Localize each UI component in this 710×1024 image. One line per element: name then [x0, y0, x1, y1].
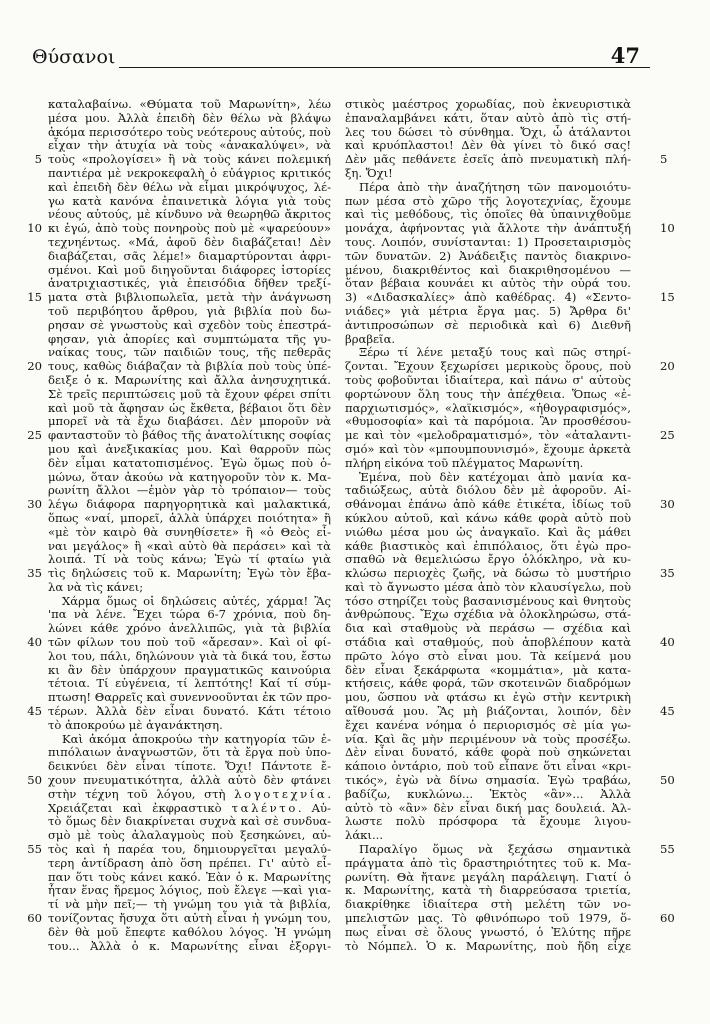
text-line: νέους αὐτούς, μὲ κίνδυνο νὰ θεωρηθῶ ἄκριτος	[48, 207, 331, 222]
line-number: 40	[660, 635, 675, 650]
text-line: δειξε ὁ κ. Μαρωνίτης καὶ ἄλλα ἀνησυχητικά.	[48, 372, 331, 387]
text-line: δια καὶ σταθμοὺς νὰ περάσω — σχέδια καὶ	[345, 621, 631, 636]
text-line: τί νὰ μὴν πεῖ;— τὴ γνώμη του γιὰ τὰ βιβλία,	[48, 897, 331, 912]
left-column	[48, 98, 331, 953]
text-line: αὐτὸ τὸ «ἂν» δὲν εἶναι δική μας δουλειά. Ἀλ-	[345, 800, 631, 815]
text-line: κύκλου αὐτοῦ, καὶ κάνω κάθε φορὰ αὐτὸ ποὺ	[345, 510, 631, 525]
text-line: νία. Καὶ ἂς μὴν περιμένουν νὰ τοὺς προσέξω.	[345, 731, 631, 746]
text-line: ἀντιπροσώπων σὲ περιοδικὰ καὶ 6) Διεθνῆ	[345, 317, 631, 332]
line-number: 45	[27, 704, 42, 719]
text-line: τὸ ὅμως δὲν διακρίνεται συχνὰ καὶ σὲ συνδυα-	[48, 814, 331, 829]
text-line: πως εἶναι σὲ ὅλους γνωστό, ὁ Ἐλύτης πῆρε	[345, 924, 631, 939]
text-line: βραβεῖα.	[345, 331, 396, 346]
line-number: 45	[660, 704, 675, 719]
text-line: στικὸς μαέστρος χορωδίας, ποὺ ἐκνευριστικὰ	[345, 97, 631, 111]
text-line: πρῶτο λόγο στὸ εἶναι μου. Τὰ κείμενά μου	[345, 648, 631, 663]
text-line: λοιπά. Τί νὰ τοὺς κάνω; Ἐγὼ τί φταίω γιὰ	[48, 552, 331, 567]
spaced-emphasis: ταλέντο	[231, 800, 298, 815]
text-line: πιπόλαιων ἀναγνωστῶν, ὅτι τὰ ἔργα ποὺ ὑπο-	[48, 745, 331, 760]
text-line: ὅταν βέβαια κουνάει κι αὐτὸς τὴν οὐρά του.	[345, 276, 631, 291]
text-line	[48, 788, 331, 802]
text-line: Δὲν εἶναι δυνατό, κάθε φορὰ ποὺ σηκώνεται	[345, 745, 631, 760]
line-number: 55	[660, 842, 675, 857]
page-number: 47	[610, 43, 640, 68]
text-line: κλώσω περιοχὲς ζωῆς, νὰ δώσω τὸ μυστήριο	[345, 566, 631, 581]
text-line: τόσο στηρίζει τοὺς βασανισμένους καὶ θνητοὺς	[345, 593, 631, 608]
text-line: αἴθουσά μου. Ἂς μὴ βιάζονται, λοιπόν, δὲν	[345, 704, 631, 719]
text-line: μου, ὥσπου νὰ φτάσω κι ἐγὼ στὴν κεντρικὴ	[345, 690, 631, 705]
line-number: 55	[27, 842, 42, 857]
text-line: νιώθω μέσα μου ὡς ἀναγκαῖο. Καὶ ἂς μάθει	[345, 524, 631, 539]
text-line: καὶ κρυόπλαστοι! Δὲν θὰ γίνει τὸ δικό σας!	[345, 138, 631, 153]
text-line: μονάχα, ἀφήνοντας γιὰ ἄλλοτε τὴν ἀνάπτυξή	[345, 221, 631, 236]
line-number: 10	[27, 221, 42, 236]
text-line: λες του δώσει τὸ σύνθημα. Ὄχι, ὦ ἀτάλαντοι	[345, 124, 631, 139]
text-line: ρωνίτη. Θὰ ἤτανε μεγάλη παράλειψη. Γιατί ὁ	[345, 869, 631, 884]
text-line: δὲν εἶναι ξεκάρφωτα «κομμάτια», μὰ κατα-	[345, 662, 631, 677]
text-line: καὶ τὶς μεθόδους, τὶς ὁποῖες θὰ ὑπαινιχθοῦμε	[345, 207, 631, 222]
line-number: 10	[660, 221, 675, 236]
text-segment: . Αὐ-	[297, 800, 331, 815]
text-line: χουν πνευματικότητα, ἀλλὰ αὐτὸ δὲν φτάνει	[48, 773, 331, 788]
text-line: κάποιο ὀντάριο, ποὺ τοῦ εἶπανε ὅτι εἶναι «κρι-	[345, 759, 631, 774]
text-line: μένου, διακριθέντος καὶ διακριθησομένου —	[345, 262, 631, 277]
text-line: 3) «Διδασκαλίες» ἀπὸ καθέδρας. 4) «Σεντο-	[345, 290, 631, 305]
running-title: Θύσανοι	[32, 46, 116, 68]
text-line: κι ἐγώ, ἀπὸ τοὺς πονηροὺς ποὺ μὲ «ψαρεύουν»	[48, 221, 331, 236]
text-line: ζονται. Ἔχουν ξεχωρίσει μερικοὺς ὅρους, ποὺ	[345, 359, 631, 374]
text-line: ταδιώξεως, αὐτὰ διόλου δὲν μὲ ἀφοροῦν. Αἰ-	[345, 483, 631, 498]
text-line: Ἐμένα, ποὺ δὲν κατέχομαι ἀπὸ μανία κα-	[359, 469, 631, 484]
line-number: 25	[660, 428, 675, 443]
text-line: τοὺς «προλογίσει» ἢ νὰ τοὺς κάνει πολεμική	[48, 152, 331, 167]
text-line: δεικνύει δὲν εἶναι τίποτε. Ὄχι! Πάντοτε ἔ-	[48, 759, 331, 774]
text-line: Σὲ τρεῖς περιπτώσεις μοῦ τὰ ἔχουν φέρει σπίτι	[48, 386, 331, 401]
text-line: ρωνίτη ἄλλοι —ἐμὸν γὰρ τὸ τρόπαιον— τοὺς	[48, 483, 331, 498]
line-number: 50	[660, 773, 675, 788]
line-number: 15	[660, 290, 675, 305]
text-line: ναι μεγάλος» ἢ «καὶ αὐτὸ θὰ περάσει» καὶ τὰ	[48, 538, 331, 553]
text-line: φορτώνουν ὅλη τους τὴν ἀπέχθεια. Ὅπως «ἐ-	[345, 386, 631, 401]
text-line: ἀκόμα περισσότερο τοὺς νεότερους αὐτούς, ποὺ	[48, 124, 331, 139]
text-line: Δὲν μᾶς πεθάνετε ἐσεῖς ἀπὸ πνευματικὴ πλή-	[345, 152, 631, 167]
text-line: εἶχαν τὴν ἀτυχία νὰ τοὺς «ἀνακαλύψει», νὰ	[48, 138, 331, 153]
text-line: παντιέρα μὲ νεκροκεφαλὴ ὁ εὐάγριος κριτικός	[48, 165, 331, 180]
text-line: Καὶ ἀκόμα ἀποκρούω τὴν κατηγορία τῶν ἐ-	[62, 731, 331, 746]
text-line: κ. Μαρωνίτης, κατὰ τὴ διαρρεύσασα τριετία,	[345, 883, 631, 898]
text-line: παν ὅτι τοὺς κάνει κακό. Ἐὰν ὁ κ. Μαρωνίτης	[48, 869, 331, 884]
text-line: ἐπαναλαμβάνει κάτι, ὅταν αὐτὸ ἀπὸ τὶς στή-	[345, 110, 631, 125]
text-line: δὲν θὰ μοῦ ἔπεφτε καθόλου λόγος. Ἡ γνώμη	[48, 924, 331, 939]
text-line: τὸ Νόμπελ. Ὁ κ. Μαρωνίτης, ποὺ ἤδη εἶχε	[345, 938, 631, 953]
text-line: μου καὶ ἀνεξικακίας μου. Καὶ θαρροῦν πὼς	[48, 441, 331, 456]
text-line: του... Ἀλλὰ ὁ κ. Μαρωνίτης εἶναι ἐξοργι-	[48, 938, 331, 953]
text-line: παρχιωτισμός», «λαϊκισμός», «ἠθογραφισμός»,	[345, 400, 631, 415]
text-line: πων μέσα στὸ χῶρο τῆς λογοτεχνίας, ἔχουμε	[345, 193, 631, 208]
text-line: τῶν δυνατῶν. 2) Ἀνάδειξις παντὸς διακρινο-	[345, 248, 631, 263]
text-line: τῶν φίλων του ποὺ τοῦ «ἄρεσαν». Καὶ οἱ φί-	[48, 635, 331, 650]
text-line: λωστε πολὺ πρόσφορα τὰ ἔχουμε λιγου-	[345, 814, 631, 829]
header-rule	[119, 43, 650, 68]
line-number: 5	[34, 152, 42, 167]
text-line	[48, 802, 331, 816]
text-line: «θυμοσοφία» καὶ τὰ παρόμοια. Ἂν προσθέσου-	[345, 414, 631, 429]
text-line: ρησαν σὲ γνωστοὺς καὶ σχεδὸν τοὺς ἐπεστρά-	[48, 317, 331, 332]
text-line: νιάδες» γιὰ μέτρια ἔργα μας. 5) Ἄρθρα δι'	[345, 303, 631, 318]
text-line: Ξέρω τί λένε μεταξύ τους καὶ πῶς στηρί-	[359, 345, 631, 360]
text-line: μέσα μου. Ἀλλὰ ἐπειδὴ δὲν θέλω νὰ βλάψω	[48, 110, 331, 125]
text-line: ἀνθρώπους. Ἔχω σχέδια νὰ ὁλοκληρώσω, στά-	[345, 607, 631, 622]
text-line: τέρων. Ἀλλὰ δὲν εἶναι δυνατό. Κάτι τέτοιο	[48, 704, 331, 719]
text-line: στάδια καὶ σταθμούς, ποὺ ἀποβλέπουν κατὰ	[345, 635, 631, 650]
line-number: 60	[660, 911, 675, 926]
text-line: Παραλίγο ὅμως νὰ ξεχάσω σημαντικὰ	[359, 842, 631, 857]
text-line: μπορεῖ νὰ τὰ ἔχω διαβάσει. Δὲν μποροῦν νὰ	[48, 414, 331, 429]
line-number: 60	[27, 911, 42, 926]
line-number: 30	[660, 497, 675, 512]
line-number: 25	[27, 428, 42, 443]
text-line: Χάρμα ὅμως οἱ δηλώσεις αὐτές, χάρμα! Ἂς	[62, 593, 331, 608]
text-line: σμό» καὶ τὸν «μπουμπουνισμό», ἔχουμε ἀρκετὰ	[345, 441, 631, 456]
text-line: ὅπως «ναί, μπορεῖ, ἀλλὰ ὑπάρχει ποιότητα» ἢ	[48, 510, 331, 525]
text-line: ναίκας τους, τῶν παιδιῶν τους, τῆς πεθερᾶς	[48, 345, 331, 360]
text-line: τέτοια. Τί εὐγένεια, τί λεπτότης! Καί τί σύμ-	[48, 676, 331, 691]
text-line: Πέρα ἀπὸ τὴν ἀναζήτηση τῶν πανομοιότυ-	[359, 179, 631, 194]
text-line: κι ἂν δὲν ὑπάρχουν πραγματικῶς καινούρια	[48, 662, 331, 677]
text-line: σπαθῶ νὰ θεμελιώσω ἔργο ὁλόκληρο, νὰ κυ-	[345, 552, 631, 567]
text-line: τοῦ περιβόητου ἄρθρου, γιὰ βιβλία ποὺ δω-	[48, 303, 331, 318]
line-number: 40	[27, 635, 42, 650]
text-line: ἦταν ἕνας ἥρεμος λόγιος, ποὺ ἔλεγε —καὶ για-	[48, 883, 331, 898]
text-line: τοὺς φοβοῦνται ἰδιαίτερα, καὶ πάνω σ' αὐτοὺς	[345, 372, 631, 387]
text-line: μώνω, ὅταν ἀκούω νὰ κατηγοροῦν τὸν κ. Μα-	[48, 469, 331, 484]
text-line: «μὲ τὸν καιρὸ θὰ συνηθίσετε» ἢ «ὁ Θεὸς εἶ-	[48, 524, 331, 539]
line-number: 50	[27, 773, 42, 788]
text-line: δὲν εἶμαι κατατοπισμένος. Ἐγὼ ὅμως ποὺ ὁ-	[48, 455, 331, 470]
text-line: τους. Λοιπόν, συνίστανται: 1) Προσεταιρισμὸς	[345, 234, 631, 249]
text-line: φησαν, γιὰ ἀπορίες καὶ συμπτώματα τῆς γυ-	[48, 331, 331, 346]
right-column	[345, 98, 631, 953]
text-line: 'πα νὰ λένε. Ἔχει τώρα 6-7 χρόνια, ποὺ δη-	[48, 607, 331, 622]
text-line: βαδίζω, κυκλώνω... Ἐκτὸς «ἂν»... Ἀλλὰ	[345, 786, 631, 801]
spaced-emphasis: λογοτεχνία	[234, 786, 328, 801]
text-line: τερη ἀντίδραση ἀπὸ ὅση πρέπει. Γι' αὐτὸ εἶ-	[48, 855, 331, 870]
text-line: σμένοι. Καὶ μοῦ διηγοῦνται διάφορες ἱστορίες	[48, 262, 331, 277]
text-line: καὶ τὸ ἄγνωστο μέσα ἀπὸ τὸν κλαυσίγελω, ποὺ	[345, 579, 631, 594]
text-line: σμὸ μὲ τοὺς ἀλαλαγμοὺς ποὺ ξεσηκώνει, αὐ-	[48, 828, 331, 843]
line-number: 15	[27, 290, 42, 305]
text-line: καταλαβαίνω. «Θύματα τοῦ Μαρωνίτη», λέω	[48, 97, 331, 111]
line-number: 5	[660, 152, 668, 167]
text-line: καὶ ἐπειδὴ δὲν θέλω νὰ εἶμαι μικρόψυχος, λέ-	[48, 179, 331, 194]
text-line: ἀνατριχιαστικές, γιὰ ἐπεισόδια δῆθεν τρεξί-	[48, 276, 331, 291]
text-line: τὶς δηλώσεις τοῦ κ. Μαρωνίτη; Ἐγὼ τὸν ἔβα-	[48, 566, 331, 581]
text-line: φανταστοῦν τὸ βάθος τῆς ἀνατολίτικης σοφίας	[48, 428, 331, 443]
text-line: πράγματα ἀπὸ τὶς δραστηριότητες τοῦ κ. Μα-	[345, 855, 631, 870]
page-header	[32, 44, 650, 68]
text-line: καὶ μοῦ τὰ ἄφησαν ὡς ἔκθετα, βέβαιοι ὅτι δὲν	[48, 400, 331, 415]
text-line: σθάνομαι ἐπάνω ἀπὸ κάθε ἐτικέτα, ἰδίως τοῦ	[345, 497, 631, 512]
text-line: λοι του, πάλι, δηλώνουν γιὰ τὰ δικά του, ἔστω	[48, 648, 331, 663]
text-line: τεχνηέντως. «Μά, ἀφοῦ δὲν διαβάζεται! Δὲν	[48, 234, 331, 249]
text-line: κάθε βιαστικὸς καὶ ἐπιπόλαιος, ὅτι ἐγὼ προ-	[345, 538, 631, 553]
text-line: τὸ ἀποκρούω μὲ ἀγανάκτηση.	[48, 717, 223, 732]
text-line: ξη. Ὄχι!	[345, 165, 393, 180]
text-line: διαβάζεται, σᾶς λέμε!» διαμαρτύρονται ἀφρι-	[48, 248, 331, 263]
text-line: με καὶ τὸν «μελοδραματισμό», τὸν «ἀταλαντι-	[345, 428, 631, 443]
text-line: γω κατὰ κανόνα ἐπαινετικὰ λόγια γιὰ τοὺς	[48, 193, 331, 208]
line-number: 20	[660, 359, 675, 374]
line-number: 35	[660, 566, 675, 581]
line-number: 20	[27, 359, 42, 374]
text-line: λέγω διάφορα παρηγορητικὰ καὶ μαλακτικά,	[48, 497, 331, 512]
line-number: 35	[27, 566, 42, 581]
text-line: διακρίθηκε ἰδιαίτερα στὴ μελέτη τῶν νο-	[345, 897, 631, 912]
text-line: τονίζοντας ἤσυχα ὅτι αὐτὴ εἶναι ἡ γνώμη του,	[48, 911, 331, 926]
text-line: ἔχει κανένα νόημα ὁ περιορισμός σὲ μία γω-	[345, 717, 631, 732]
text-line: κτήσεις, κάθε φορά, τῶν σκοτεινῶν διαδρόμων	[345, 676, 631, 691]
text-line: τους, καθὼς διάβαζαν τὰ βιβλία ποὺ τοὺς ὑπέ-	[48, 359, 331, 374]
line-number: 30	[27, 497, 42, 512]
text-line: τὸς καὶ ἡ παρέα του, δημιουργεῖται μεγαλύ-	[48, 842, 331, 857]
text-line: λα νὰ τὶς κάνει;	[48, 579, 144, 594]
text-segment: Χρειάζεται καὶ ἐκφραστικὸ	[48, 800, 232, 815]
text-line: πλήρη εἰκόνα τοῦ πλέγματος Μαρωνίτη.	[345, 455, 584, 470]
text-line: μπελιστῶν μας. Τὸ φθινόπωρο τοῦ 1979, ὅ-	[345, 911, 631, 926]
text-line: τικός», ἐγὼ νὰ δίνω σημασία. Ἐγὼ τραβάω,	[345, 773, 631, 788]
text-line: λώνει κάθε χρόνο ἀνελλιπῶς, γιὰ τὰ βιβλία	[48, 621, 331, 636]
text-line: λάκι...	[345, 828, 384, 843]
text-segment: στὴν τέχνη τοῦ λόγου, στὴ	[48, 786, 235, 801]
text-line: ματα στὰ βιβλιοπωλεῖα, μετὰ τὴν ἀνάγνωση	[48, 290, 331, 305]
text-segment: .	[327, 786, 331, 801]
text-line: πτωση! Θαρρεῖς καὶ συνεννοοῦνται ἐκ τῶν προ-	[48, 690, 332, 705]
